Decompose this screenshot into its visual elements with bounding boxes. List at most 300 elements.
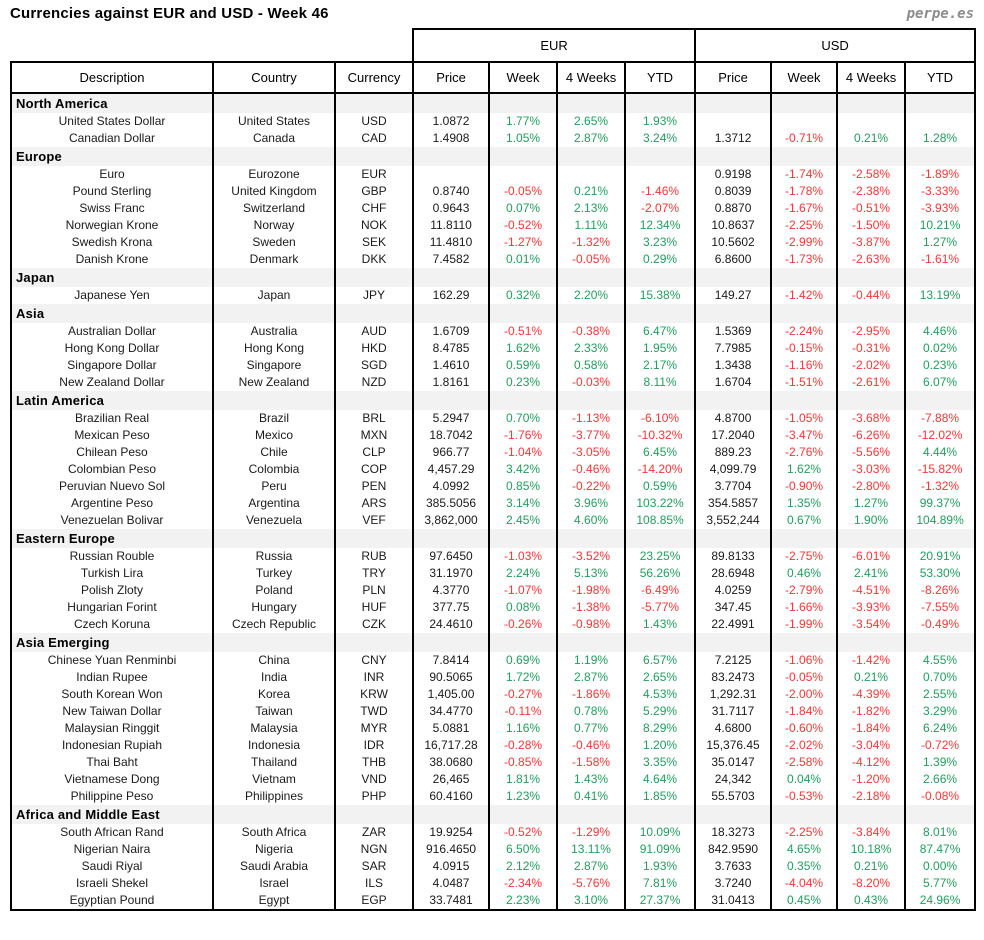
table-row [11,461,975,478]
cell-eur-4weeks: 1.43% [557,771,625,788]
cell-currency: NGN [335,841,413,858]
cell-eur-4weeks [557,166,625,183]
col-header-country: Country [213,62,335,93]
cell-usd-price: 0.8870 [695,200,771,217]
cell-currency: DKK [335,251,413,268]
cell-usd-4weeks: -4.12% [837,754,905,771]
cell-currency: ILS [335,875,413,892]
cell-currency: NOK [335,217,413,234]
section-cell [771,529,837,548]
cell-eur-price: 1.6709 [413,323,489,340]
cell-eur-ytd: 6.45% [625,444,695,461]
cell-description: South African Rand [11,824,213,841]
cell-usd-4weeks [837,113,905,130]
cell-usd-week [771,113,837,130]
cell-usd-ytd: 6.24% [905,720,975,737]
column-header-row [11,62,975,93]
cell-usd-ytd: 24.96% [905,892,975,910]
col-header-eur-4weeks: 4 Weeks [557,62,625,93]
cell-eur-week: 2.24% [489,565,557,582]
col-header-eur-week: Week [489,62,557,93]
section-cell [771,304,837,323]
cell-eur-ytd: 2.17% [625,357,695,374]
cell-eur-price [413,166,489,183]
cell-usd-price: 0.8039 [695,183,771,200]
cell-description: Czech Koruna [11,616,213,633]
cell-country: Singapore [213,357,335,374]
cell-country: Hong Kong [213,340,335,357]
cell-usd-4weeks: 10.18% [837,841,905,858]
section-cell [905,147,975,166]
cell-usd-price: 89.8133 [695,548,771,565]
cell-eur-ytd: -2.07% [625,200,695,217]
cell-eur-price: 7.8414 [413,652,489,669]
cell-eur-price: 97.6450 [413,548,489,565]
cell-usd-week: -0.90% [771,478,837,495]
cell-eur-4weeks: -0.46% [557,461,625,478]
cell-usd-week: 0.04% [771,771,837,788]
table-row [11,251,975,268]
cell-currency: CNY [335,652,413,669]
section-cell [557,529,625,548]
table-row [11,824,975,841]
cell-country: Indonesia [213,737,335,754]
cell-eur-4weeks: 2.65% [557,113,625,130]
cell-usd-price: 4.6800 [695,720,771,737]
section-title: Europe [11,147,213,166]
section-cell [837,93,905,113]
cell-usd-ytd: 8.01% [905,824,975,841]
cell-usd-ytd: -0.72% [905,737,975,754]
section-cell [335,268,413,287]
cell-eur-price: 385.5056 [413,495,489,512]
cell-usd-ytd: -8.26% [905,582,975,599]
cell-usd-price: 1.3712 [695,130,771,147]
cell-currency: RUB [335,548,413,565]
section-cell [413,304,489,323]
cell-usd-price: 7.7985 [695,340,771,357]
cell-usd-4weeks: -1.20% [837,771,905,788]
cell-eur-week: 0.85% [489,478,557,495]
cell-eur-ytd: 8.29% [625,720,695,737]
table-row [11,113,975,130]
table-row [11,512,975,529]
cell-eur-ytd: 12.34% [625,217,695,234]
cell-country: India [213,669,335,686]
cell-usd-ytd: -0.08% [905,788,975,805]
cell-description: Venezuelan Bolivar [11,512,213,529]
cell-usd-week: -2.00% [771,686,837,703]
cell-eur-ytd [625,166,695,183]
cell-usd-4weeks: 1.90% [837,512,905,529]
cell-country: Czech Republic [213,616,335,633]
cell-eur-ytd: 7.81% [625,875,695,892]
section-cell [771,93,837,113]
cell-eur-price: 8.4785 [413,340,489,357]
cell-usd-4weeks: 0.21% [837,669,905,686]
cell-eur-price: 1.4908 [413,130,489,147]
cell-description: Chinese Yuan Renminbi [11,652,213,669]
cell-eur-ytd: 3.35% [625,754,695,771]
cell-usd-price: 3.7633 [695,858,771,875]
cell-usd-week: 0.46% [771,565,837,582]
cell-description: Thai Baht [11,754,213,771]
cell-eur-ytd: 23.25% [625,548,695,565]
cell-currency: GBP [335,183,413,200]
cell-eur-week: 2.23% [489,892,557,910]
cell-usd-4weeks: 0.43% [837,892,905,910]
cell-eur-ytd: 103.22% [625,495,695,512]
cell-currency: COP [335,461,413,478]
cell-eur-ytd: -5.77% [625,599,695,616]
cell-eur-4weeks: -0.22% [557,478,625,495]
cell-country: Colombia [213,461,335,478]
cell-eur-week: 1.81% [489,771,557,788]
cell-eur-price: 90.5065 [413,669,489,686]
cell-usd-ytd: -1.61% [905,251,975,268]
cell-country: Egypt [213,892,335,910]
section-cell [213,268,335,287]
cell-usd-4weeks: -3.54% [837,616,905,633]
cell-country: South Africa [213,824,335,841]
table-row [11,200,975,217]
cell-usd-4weeks: -2.80% [837,478,905,495]
table-row [11,565,975,582]
cell-description: Philippine Peso [11,788,213,805]
cell-eur-4weeks: 1.11% [557,217,625,234]
cell-eur-4weeks: -3.77% [557,427,625,444]
cell-eur-week: 1.77% [489,113,557,130]
cell-description: Swedish Krona [11,234,213,251]
section-cell [695,633,771,652]
section-cell [625,391,695,410]
cell-description: Chilean Peso [11,444,213,461]
cell-description: Peruvian Nuevo Sol [11,478,213,495]
cell-currency: HKD [335,340,413,357]
col-header-usd-price: Price [695,62,771,93]
section-cell [335,304,413,323]
cell-usd-ytd: -7.88% [905,410,975,427]
section-cell [413,529,489,548]
cell-currency: SEK [335,234,413,251]
cell-description: Indian Rupee [11,669,213,686]
cell-usd-4weeks: 0.21% [837,130,905,147]
cell-usd-4weeks: -0.44% [837,287,905,304]
section-cell [557,268,625,287]
cell-usd-ytd [905,113,975,130]
cell-country: Eurozone [213,166,335,183]
table-row [11,478,975,495]
cell-country: Argentina [213,495,335,512]
col-header-eur-price: Price [413,62,489,93]
table-row [11,410,975,427]
cell-currency: EGP [335,892,413,910]
cell-eur-price: 33.7481 [413,892,489,910]
section-cell [695,93,771,113]
cell-currency: PHP [335,788,413,805]
table-body [11,93,975,910]
section-cell [489,805,557,824]
section-cell [557,93,625,113]
group-header-spacer [11,29,413,62]
cell-usd-week: -1.74% [771,166,837,183]
cell-eur-ytd: 1.93% [625,113,695,130]
cell-usd-week: -1.99% [771,616,837,633]
cell-description: Swiss Franc [11,200,213,217]
cell-usd-ytd: 4.46% [905,323,975,340]
cell-eur-4weeks: 0.77% [557,720,625,737]
cell-currency: JPY [335,287,413,304]
cell-eur-week: -0.11% [489,703,557,720]
cell-usd-ytd: 13.19% [905,287,975,304]
cell-usd-week: -4.04% [771,875,837,892]
cell-eur-4weeks: -1.38% [557,599,625,616]
cell-usd-ytd: -1.32% [905,478,975,495]
cell-description: Turkish Lira [11,565,213,582]
cell-eur-price: 60.4160 [413,788,489,805]
cell-eur-week: -0.28% [489,737,557,754]
section-cell [489,93,557,113]
cell-eur-week: 3.14% [489,495,557,512]
section-title: Eastern Europe [11,529,213,548]
cell-eur-week: 0.23% [489,374,557,391]
cell-usd-week: -2.76% [771,444,837,461]
cell-eur-week: 1.62% [489,340,557,357]
cell-description: Danish Krone [11,251,213,268]
cell-eur-week: 1.23% [489,788,557,805]
table-row [11,616,975,633]
cell-usd-price: 1.6704 [695,374,771,391]
section-cell [489,529,557,548]
cell-usd-week: -1.05% [771,410,837,427]
cell-usd-price: 28.6948 [695,565,771,582]
cell-usd-ytd: -15.82% [905,461,975,478]
cell-country: Poland [213,582,335,599]
cell-country: Norway [213,217,335,234]
section-cell [213,633,335,652]
cell-eur-4weeks: 1.19% [557,652,625,669]
cell-eur-price: 1.4610 [413,357,489,374]
cell-usd-price: 15,376.45 [695,737,771,754]
cell-usd-4weeks: -2.95% [837,323,905,340]
table-row [11,374,975,391]
section-cell [557,805,625,824]
cell-usd-price: 889.23 [695,444,771,461]
cell-description: Mexican Peso [11,427,213,444]
cell-eur-4weeks: -0.98% [557,616,625,633]
table-row [11,427,975,444]
cell-usd-week: -2.25% [771,217,837,234]
cell-eur-ytd: -6.49% [625,582,695,599]
cell-eur-week: 0.69% [489,652,557,669]
table-row [11,444,975,461]
cell-usd-week: -0.53% [771,788,837,805]
cell-usd-price: 35.0147 [695,754,771,771]
cell-eur-week: -1.03% [489,548,557,565]
section-title: Asia Emerging [11,633,213,652]
section-cell [905,633,975,652]
table-row [11,703,975,720]
cell-usd-ytd: 1.28% [905,130,975,147]
cell-usd-price: 10.5602 [695,234,771,251]
cell-currency: PLN [335,582,413,599]
cell-description: Colombian Peso [11,461,213,478]
cell-eur-week: -1.07% [489,582,557,599]
cell-description: South Korean Won [11,686,213,703]
cell-usd-price: 31.7117 [695,703,771,720]
section-cell [905,304,975,323]
table-header [11,29,975,93]
section-cell [625,147,695,166]
cell-eur-4weeks: 4.60% [557,512,625,529]
section-cell [837,147,905,166]
cell-usd-price: 3.7240 [695,875,771,892]
cell-currency: TWD [335,703,413,720]
cell-usd-week: -2.24% [771,323,837,340]
section-cell [695,147,771,166]
section-row [11,805,975,824]
cell-description: Canadian Dollar [11,130,213,147]
cell-usd-week: -2.25% [771,824,837,841]
cell-usd-4weeks: -3.87% [837,234,905,251]
cell-eur-price: 38.0680 [413,754,489,771]
section-cell [489,147,557,166]
cell-eur-week: 1.05% [489,130,557,147]
cell-eur-4weeks: 3.10% [557,892,625,910]
cell-description: Japanese Yen [11,287,213,304]
cell-usd-price: 7.2125 [695,652,771,669]
section-cell [695,805,771,824]
cell-usd-price: 354.5857 [695,495,771,512]
cell-eur-ytd: 3.24% [625,130,695,147]
cell-eur-price: 4.0992 [413,478,489,495]
cell-usd-4weeks: -2.61% [837,374,905,391]
cell-eur-week: 6.50% [489,841,557,858]
currency-table [10,28,976,911]
cell-eur-ytd: -6.10% [625,410,695,427]
section-row [11,529,975,548]
section-cell [625,805,695,824]
section-cell [413,93,489,113]
section-cell [489,304,557,323]
section-cell [489,268,557,287]
section-cell [905,805,975,824]
cell-eur-4weeks: 5.13% [557,565,625,582]
cell-usd-price: 17.2040 [695,427,771,444]
cell-country: Canada [213,130,335,147]
section-cell [837,304,905,323]
table-row [11,548,975,565]
cell-usd-4weeks: -1.42% [837,652,905,669]
cell-eur-price: 16,717.28 [413,737,489,754]
cell-usd-4weeks: -1.50% [837,217,905,234]
cell-usd-ytd: 99.37% [905,495,975,512]
cell-usd-week: 0.45% [771,892,837,910]
cell-currency: IDR [335,737,413,754]
table-row [11,720,975,737]
cell-country: Venezuela [213,512,335,529]
table-row [11,495,975,512]
cell-eur-week: -2.34% [489,875,557,892]
cell-eur-week: -1.76% [489,427,557,444]
cell-currency: CZK [335,616,413,633]
cell-description: Russian Rouble [11,548,213,565]
cell-eur-4weeks: 13.11% [557,841,625,858]
cell-eur-ytd: 56.26% [625,565,695,582]
table-row [11,357,975,374]
cell-eur-week: -0.05% [489,183,557,200]
section-row [11,391,975,410]
cell-eur-week: 0.01% [489,251,557,268]
cell-country: Nigeria [213,841,335,858]
cell-usd-4weeks: -6.01% [837,548,905,565]
cell-eur-week: 0.32% [489,287,557,304]
cell-eur-4weeks: -1.13% [557,410,625,427]
cell-currency: VEF [335,512,413,529]
cell-eur-price: 19.9254 [413,824,489,841]
section-cell [489,633,557,652]
cell-usd-4weeks: -2.18% [837,788,905,805]
table-row [11,340,975,357]
cell-country: Israel [213,875,335,892]
cell-eur-ytd: 4.64% [625,771,695,788]
cell-usd-week: 4.65% [771,841,837,858]
cell-usd-4weeks: -4.39% [837,686,905,703]
cell-usd-week: -1.51% [771,374,837,391]
cell-usd-week: -1.73% [771,251,837,268]
table-row [11,892,975,910]
cell-eur-week: -0.27% [489,686,557,703]
section-cell [413,268,489,287]
cell-usd-4weeks: -6.26% [837,427,905,444]
section-cell [695,391,771,410]
cell-eur-week: 2.45% [489,512,557,529]
cell-eur-ytd: 2.65% [625,669,695,686]
cell-usd-4weeks: -2.38% [837,183,905,200]
section-cell [905,93,975,113]
cell-eur-price: 4.0915 [413,858,489,875]
cell-usd-4weeks: -2.02% [837,357,905,374]
section-cell [905,391,975,410]
section-cell [837,268,905,287]
cell-eur-ytd: 6.47% [625,323,695,340]
cell-country: United Kingdom [213,183,335,200]
cell-usd-price: 31.0413 [695,892,771,910]
cell-eur-4weeks: 3.96% [557,495,625,512]
cell-usd-4weeks: -0.51% [837,200,905,217]
cell-currency: TRY [335,565,413,582]
col-header-eur-ytd: YTD [625,62,695,93]
cell-eur-4weeks: -5.76% [557,875,625,892]
cell-usd-ytd: 0.23% [905,357,975,374]
cell-country: Thailand [213,754,335,771]
section-cell [413,805,489,824]
section-cell [771,805,837,824]
cell-usd-price: 4,099.79 [695,461,771,478]
cell-usd-4weeks: -3.03% [837,461,905,478]
cell-description: Saudi Riyal [11,858,213,875]
section-title: Latin America [11,391,213,410]
cell-currency: NZD [335,374,413,391]
cell-currency: CHF [335,200,413,217]
cell-usd-week: 0.67% [771,512,837,529]
cell-description: New Taiwan Dollar [11,703,213,720]
cell-description: Pound Sterling [11,183,213,200]
cell-usd-4weeks: -3.68% [837,410,905,427]
cell-eur-price: 162.29 [413,287,489,304]
cell-eur-price: 3,862,000 [413,512,489,529]
cell-currency: PEN [335,478,413,495]
